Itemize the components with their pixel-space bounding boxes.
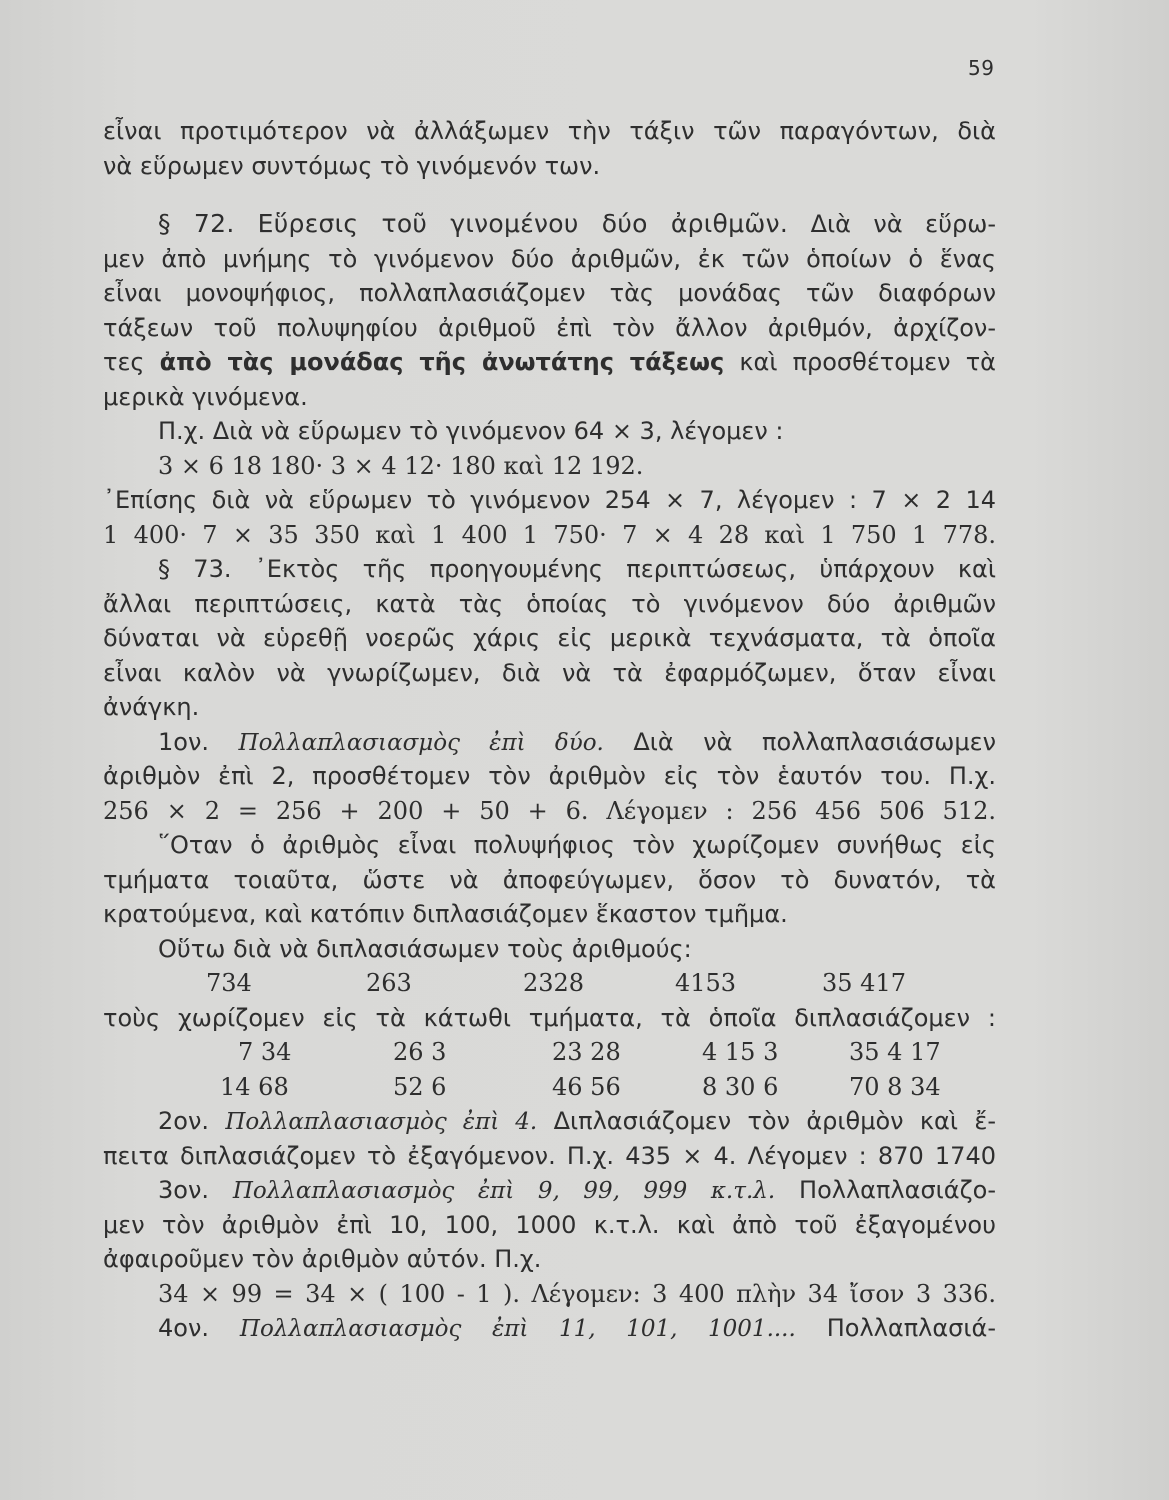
example-line: 3 × 6 18 180· 3 × 4 12· 180 καὶ 12 192. (158, 451, 644, 480)
text-line: τμήματα τοιαῦτα, ὥστε νὰ ἀποφεύγωμεν, ὅσον τὸ δυνατόν, τὰ (103, 865, 996, 894)
case-3-title: Πολλαπλασιασμὸς ἐπὶ 9, 99, 999 κ.τ.λ. (232, 1178, 776, 1204)
case-4-heading-line (103, 1311, 996, 1346)
bold-phrase: ἀπὸ τὰς μονάδας τῆς ἀνωτάτης τάξεως (159, 348, 725, 376)
number-cell: 8 30 6 (702, 1072, 779, 1101)
case-3-heading-line (103, 1173, 996, 1208)
text-fragment: Διὰ νὰ πολλαπλασιάσωμεν (633, 727, 996, 756)
case-1-title: Πολλαπλασιασμὸς ἐπὶ δύο. (238, 729, 604, 756)
text-line: μερικὰ γινόμενα. (103, 382, 308, 411)
text-fragment: Πολλαπλασιά- (826, 1314, 996, 1342)
text-line: εἶναι μονοψήφιος, πολλαπλασιάζομεν τὰς μονάδας τῶν διαφόρων (103, 279, 996, 307)
number-cell: 26 3 (393, 1038, 447, 1066)
number-cell: 52 6 (393, 1072, 447, 1101)
split-row (103, 1035, 996, 1070)
section-72-title: § 72. Εὕρεσις τοῦ γινομένου δύο ἀριθμῶν. (158, 209, 789, 238)
numbers-row (103, 966, 996, 1001)
number-cell: 4 15 3 (702, 1038, 779, 1066)
number-cell: 35 417 (822, 969, 906, 997)
case-2-heading-line (103, 1104, 996, 1139)
example-line: Π.χ. Διὰ νὰ εὕρωμεν τὸ γινόμενον 64 × 3, λέγομεν : (158, 417, 784, 445)
text-line: Οὕτω διὰ νὰ διπλασιάσωμεν τοὺς ἀριθμούς: (158, 934, 692, 963)
example-line: ᾿Επίσης διὰ νὰ εὕρωμεν τὸ γινόμενον 254 × 7, λέγομεν : 7 × 2 14 (103, 486, 996, 514)
case-3-label: 3ον. (158, 1176, 209, 1204)
number-cell: 2328 (523, 969, 585, 997)
number-cell: 23 28 (552, 1038, 621, 1066)
doubled-row (103, 1070, 996, 1105)
text-line: ἀριθμὸν ἐπὶ 2, προσθέτομεν τὸν ἀριθμὸν εἰς τὸν ἑαυτόν του. Π.χ. (103, 762, 996, 790)
text-line: τάξεων τοῦ πολυψηφίου ἀριθμοῦ ἐπὶ τὸν ἄλλον ἀριθμόν, ἀρχίζον- (103, 313, 996, 342)
text-line: μεν τὸν ἀριθμὸν ἐπὶ 10, 100, 1000 κ.τ.λ. καὶ ἀπὸ τοῦ ἐξαγομένου (103, 1210, 996, 1239)
text-line: ἀφαιροῦμεν τὸν ἀριθμὸν αὐτόν. Π.χ. (103, 1245, 542, 1273)
case-1-heading-line (103, 725, 996, 760)
example-line: 34 × 99 = 34 × ( 100 - 1 ). Λέγομεν: 3 400 πλὴν 34 ἴσον 3 336. (158, 1279, 996, 1308)
case-2-label: 2ον. (158, 1107, 209, 1135)
case-2-title: Πολλαπλασιασμὸς ἐπὶ 4. (225, 1109, 538, 1135)
text-line: εἶναι καλὸν νὰ γνωρίζωμεν, διὰ νὰ τὰ ἐφαρμόζωμεν, ὅταν εἶναι (103, 658, 996, 687)
number-cell: 7 34 (238, 1038, 292, 1066)
case-4-title: Πολλαπλασιασμὸς ἐπὶ 11, 101, 1001.... (239, 1316, 796, 1342)
text-fragment: Πολλαπλασιάζο- (799, 1176, 996, 1204)
number-cell: 14 68 (220, 1072, 289, 1101)
example-line: 1 400· 7 × 35 350 καὶ 1 400 1 750· 7 × 4 28 καὶ 1 750 1 778. (103, 520, 996, 549)
text-line: τοὺς χωρίζομεν εἰς τὰ κάτωθι τμήματα, τὰ ὁποῖα διπλασιάζομεν : (103, 1003, 996, 1032)
text-line: ῞Οταν ὁ ἀριθμὸς εἶναι πολυψήφιος τὸν χωρίζομεν συνήθως εἰς (158, 831, 996, 859)
text-line: εἶναι προτιμότερον νὰ ἀλλάξωμεν τὴν τάξιν τῶν παραγόντων, διὰ (103, 117, 996, 145)
section-73-line: § 73. ᾿Εκτὸς τῆς προηγουμένης περιπτώσεως, ὑπάρχουν καὶ (158, 555, 996, 583)
number-cell: 35 4 17 (849, 1038, 941, 1066)
text-fragment: τες (103, 348, 145, 376)
page-text (103, 114, 996, 1346)
number-cell: 70 8 34 (849, 1072, 941, 1101)
section-72-heading-line (103, 207, 996, 242)
text-fragment: καὶ προσθέτομεν τὰ (739, 348, 996, 376)
text-line: πειτα διπλασιάζομεν τὸ ἐξαγόμενον. Π.χ. 435 × 4. Λέγομεν : 870 1740 (103, 1141, 996, 1170)
text-fragment: Διὰ νὰ εὕρω- (810, 210, 996, 238)
page-number: 59 (968, 56, 995, 80)
text-line: ἀνάγκη. (103, 693, 200, 721)
text-line: κρατούμενα, καὶ κατόπιν διπλασιάζομεν ἕκαστον τμῆμα. (103, 900, 788, 928)
case-1-label: 1ον. (158, 727, 209, 756)
text-line: μεν ἀπὸ μνήμης τὸ γινόμενον δύο ἀριθμῶν, ἐκ τῶν ὁποίων ὁ ἕνας (103, 244, 996, 273)
text-line: ἄλλαι περιπτώσεις, κατὰ τὰς ὁποίας τὸ γινόμενον δύο ἀριθμῶν (103, 589, 996, 618)
number-cell: 263 (366, 969, 412, 997)
text-fragment: Διπλασιάζομεν τὸν ἀριθμὸν καὶ ἔ- (553, 1107, 996, 1135)
case-4-label: 4ον. (158, 1314, 209, 1342)
text-line: νὰ εὕρωμεν συντόμως τὸ γινόμενόν των. (103, 151, 601, 180)
number-cell: 4153 (675, 969, 737, 997)
example-line: 256 × 2 = 256 + 200 + 50 + 6. Λέγομεν : 256 456 506 512. (103, 796, 996, 825)
number-cell: 734 (206, 969, 252, 997)
text-line (103, 345, 996, 380)
text-line: δύναται νὰ εὑρεθῇ νοερῶς χάρις εἰς μερικὰ τεχνάσματα, τὰ ὁποῖα (103, 624, 996, 652)
number-cell: 46 56 (552, 1072, 621, 1101)
